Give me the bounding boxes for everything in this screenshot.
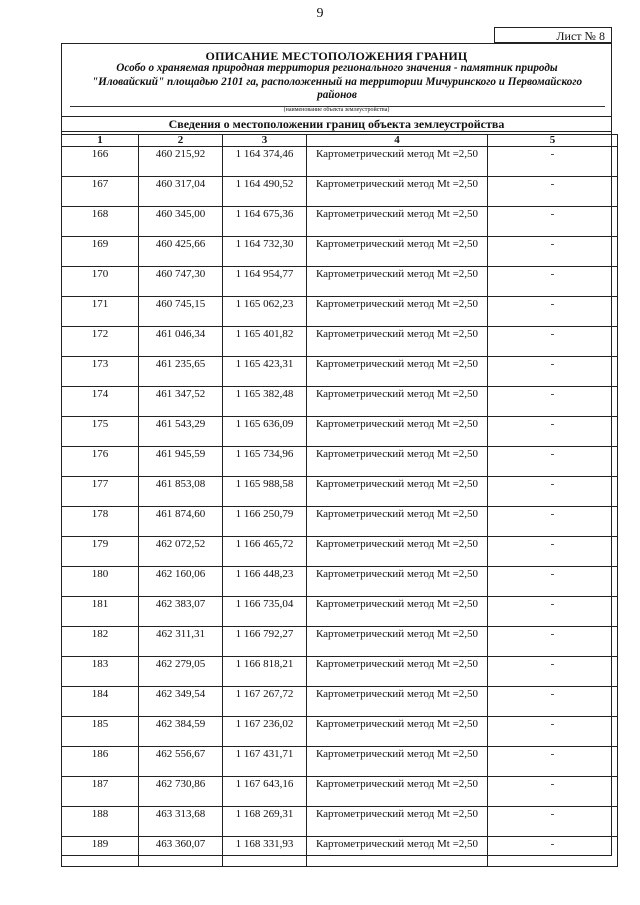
x-coordinate-cell: 462 730,86 [139, 777, 223, 807]
method-cell: Картометрический метод Mt =2,50 [307, 597, 488, 627]
table-row [62, 747, 618, 777]
table-row [62, 267, 618, 297]
method-cell: Картометрический метод Mt =2,50 [307, 657, 488, 687]
document-title: ОПИСАНИЕ МЕСТОПОЛОЖЕНИЯ ГРАНИЦ [205, 49, 468, 63]
table-row [62, 657, 618, 687]
x-coordinate-cell: 462 384,59 [139, 717, 223, 747]
table-row [62, 537, 618, 567]
method-cell: Картометрический метод Mt =2,50 [307, 417, 488, 447]
point-number-cell: 185 [62, 717, 139, 747]
table-header-row [62, 135, 618, 147]
x-coordinate-cell: 460 215,92 [139, 147, 223, 177]
x-coordinate-cell: 461 874,60 [139, 507, 223, 537]
x-coordinate-cell: 462 160,06 [139, 567, 223, 597]
x-coordinate-cell: 462 556,67 [139, 747, 223, 777]
method-cell: Картометрический метод Mt =2,50 [307, 837, 488, 867]
object-caption: (наименование объекта землеустройства) [283, 107, 390, 113]
point-number-cell: 172 [62, 327, 139, 357]
point-number-cell: 168 [62, 207, 139, 237]
y-coordinate-cell: 1 168 269,31 [223, 807, 307, 837]
sheet-label: Лист № 8 [494, 27, 612, 43]
note-cell: - [488, 537, 618, 567]
note-cell: - [488, 747, 618, 777]
table-row [62, 717, 618, 747]
x-coordinate-cell: 462 349,54 [139, 687, 223, 717]
method-cell: Картометрический метод Mt =2,50 [307, 567, 488, 597]
table-row [62, 237, 618, 267]
note-cell: - [488, 687, 618, 717]
method-cell: Картометрический метод Mt =2,50 [307, 807, 488, 837]
table-row [62, 777, 618, 807]
y-coordinate-cell: 1 164 954,77 [223, 267, 307, 297]
note-cell: - [488, 477, 618, 507]
document-frame [61, 43, 612, 856]
table-row [62, 807, 618, 837]
point-number-cell: 175 [62, 417, 139, 447]
point-number-cell: 189 [62, 837, 139, 867]
method-cell: Картометрический метод Mt =2,50 [307, 387, 488, 417]
y-coordinate-cell: 1 165 734,96 [223, 447, 307, 477]
x-coordinate-cell: 463 313,68 [139, 807, 223, 837]
note-cell: - [488, 267, 618, 297]
note-cell: - [488, 207, 618, 237]
point-number-cell: 180 [62, 567, 139, 597]
y-coordinate-cell: 1 164 490,52 [223, 177, 307, 207]
method-cell: Картометрический метод Mt =2,50 [307, 177, 488, 207]
note-cell: - [488, 597, 618, 627]
method-cell: Картометрический метод Mt =2,50 [307, 327, 488, 357]
method-cell: Картометрический метод Mt =2,50 [307, 477, 488, 507]
note-cell: - [488, 627, 618, 657]
method-cell: Картометрический метод Mt =2,50 [307, 267, 488, 297]
method-cell: Картометрический метод Mt =2,50 [307, 507, 488, 537]
method-cell: Картометрический метод Mt =2,50 [307, 207, 488, 237]
point-number-cell: 169 [62, 237, 139, 267]
method-cell: Картометрический метод Mt =2,50 [307, 627, 488, 657]
coordinates-table [61, 134, 618, 867]
x-coordinate-cell: 461 046,34 [139, 327, 223, 357]
point-number-cell: 181 [62, 597, 139, 627]
note-cell: - [488, 327, 618, 357]
x-coordinate-cell: 461 347,52 [139, 387, 223, 417]
table-row [62, 177, 618, 207]
x-coordinate-cell: 460 425,66 [139, 237, 223, 267]
note-cell: - [488, 807, 618, 837]
x-coordinate-cell: 460 745,15 [139, 297, 223, 327]
x-coordinate-cell: 461 945,59 [139, 447, 223, 477]
point-number-cell: 186 [62, 747, 139, 777]
table-row [62, 597, 618, 627]
section-title: Сведения о местоположении границ объекта землеустройства [62, 116, 611, 132]
y-coordinate-cell: 1 167 431,71 [223, 747, 307, 777]
column-header-4: 4 [307, 135, 488, 147]
y-coordinate-cell: 1 168 331,93 [223, 837, 307, 867]
point-number-cell: 171 [62, 297, 139, 327]
y-coordinate-cell: 1 165 423,31 [223, 357, 307, 387]
note-cell: - [488, 297, 618, 327]
y-coordinate-cell: 1 166 818,21 [223, 657, 307, 687]
y-coordinate-cell: 1 164 374,46 [223, 147, 307, 177]
point-number-cell: 188 [62, 807, 139, 837]
method-cell: Картометрический метод Mt =2,50 [307, 687, 488, 717]
table-row [62, 147, 618, 177]
y-coordinate-cell: 1 164 675,36 [223, 207, 307, 237]
y-coordinate-cell: 1 166 792,27 [223, 627, 307, 657]
point-number-cell: 177 [62, 477, 139, 507]
y-coordinate-cell: 1 167 236,02 [223, 717, 307, 747]
column-header-1: 1 [62, 135, 139, 147]
x-coordinate-cell: 462 072,52 [139, 537, 223, 567]
x-coordinate-cell: 461 853,08 [139, 477, 223, 507]
table-row [62, 207, 618, 237]
x-coordinate-cell: 460 345,00 [139, 207, 223, 237]
note-cell: - [488, 507, 618, 537]
table-row [62, 297, 618, 327]
x-coordinate-cell: 462 279,05 [139, 657, 223, 687]
column-header-3: 3 [223, 135, 307, 147]
table-row [62, 327, 618, 357]
table-row [62, 387, 618, 417]
point-number-cell: 182 [62, 627, 139, 657]
x-coordinate-cell: 461 235,65 [139, 357, 223, 387]
table-row [62, 627, 618, 657]
point-number-cell: 166 [62, 147, 139, 177]
y-coordinate-cell: 1 165 062,23 [223, 297, 307, 327]
y-coordinate-cell: 1 165 382,48 [223, 387, 307, 417]
y-coordinate-cell: 1 165 988,58 [223, 477, 307, 507]
y-coordinate-cell: 1 164 732,30 [223, 237, 307, 267]
x-coordinate-cell: 461 543,29 [139, 417, 223, 447]
y-coordinate-cell: 1 165 401,82 [223, 327, 307, 357]
method-cell: Картометрический метод Mt =2,50 [307, 447, 488, 477]
method-cell: Картометрический метод Mt =2,50 [307, 297, 488, 327]
y-coordinate-cell: 1 166 735,04 [223, 597, 307, 627]
table-row [62, 507, 618, 537]
point-number-cell: 173 [62, 357, 139, 387]
column-header-5: 5 [488, 135, 618, 147]
method-cell: Картометрический метод Mt =2,50 [307, 147, 488, 177]
point-number-cell: 178 [62, 507, 139, 537]
point-number-cell: 176 [62, 447, 139, 477]
note-cell: - [488, 657, 618, 687]
method-cell: Картометрический метод Mt =2,50 [307, 237, 488, 267]
table-row [62, 837, 618, 867]
y-coordinate-cell: 1 166 448,23 [223, 567, 307, 597]
method-cell: Картометрический метод Mt =2,50 [307, 537, 488, 567]
x-coordinate-cell: 462 383,07 [139, 597, 223, 627]
y-coordinate-cell: 1 166 250,79 [223, 507, 307, 537]
note-cell: - [488, 147, 618, 177]
point-number-cell: 174 [62, 387, 139, 417]
object-description: Особо о храняемая природная территория регионального значения - памятник природы "Иловайский" площадью 2101 га, расположенный на территории Мичуринского и Первомайского районов [91, 62, 583, 101]
point-number-cell: 179 [62, 537, 139, 567]
y-coordinate-cell: 1 165 636,09 [223, 417, 307, 447]
table-row [62, 567, 618, 597]
note-cell: - [488, 567, 618, 597]
x-coordinate-cell: 462 311,31 [139, 627, 223, 657]
note-cell: - [488, 357, 618, 387]
y-coordinate-cell: 1 166 465,72 [223, 537, 307, 567]
note-cell: - [488, 777, 618, 807]
method-cell: Картометрический метод Mt =2,50 [307, 717, 488, 747]
method-cell: Картометрический метод Mt =2,50 [307, 357, 488, 387]
table-row [62, 417, 618, 447]
table-body [62, 147, 618, 867]
x-coordinate-cell: 460 747,30 [139, 267, 223, 297]
table-row [62, 447, 618, 477]
note-cell: - [488, 237, 618, 267]
note-cell: - [488, 717, 618, 747]
table-row [62, 477, 618, 507]
x-coordinate-cell: 463 360,07 [139, 837, 223, 867]
column-header-2: 2 [139, 135, 223, 147]
table-row [62, 687, 618, 717]
y-coordinate-cell: 1 167 643,16 [223, 777, 307, 807]
x-coordinate-cell: 460 317,04 [139, 177, 223, 207]
note-cell: - [488, 447, 618, 477]
note-cell: - [488, 177, 618, 207]
note-cell: - [488, 417, 618, 447]
point-number-cell: 170 [62, 267, 139, 297]
table-row [62, 357, 618, 387]
point-number-cell: 167 [62, 177, 139, 207]
note-cell: - [488, 387, 618, 417]
method-cell: Картометрический метод Mt =2,50 [307, 777, 488, 807]
point-number-cell: 187 [62, 777, 139, 807]
point-number-cell: 184 [62, 687, 139, 717]
page-number: 9 [316, 6, 324, 21]
y-coordinate-cell: 1 167 267,72 [223, 687, 307, 717]
note-cell: - [488, 837, 618, 867]
point-number-cell: 183 [62, 657, 139, 687]
method-cell: Картометрический метод Mt =2,50 [307, 747, 488, 777]
